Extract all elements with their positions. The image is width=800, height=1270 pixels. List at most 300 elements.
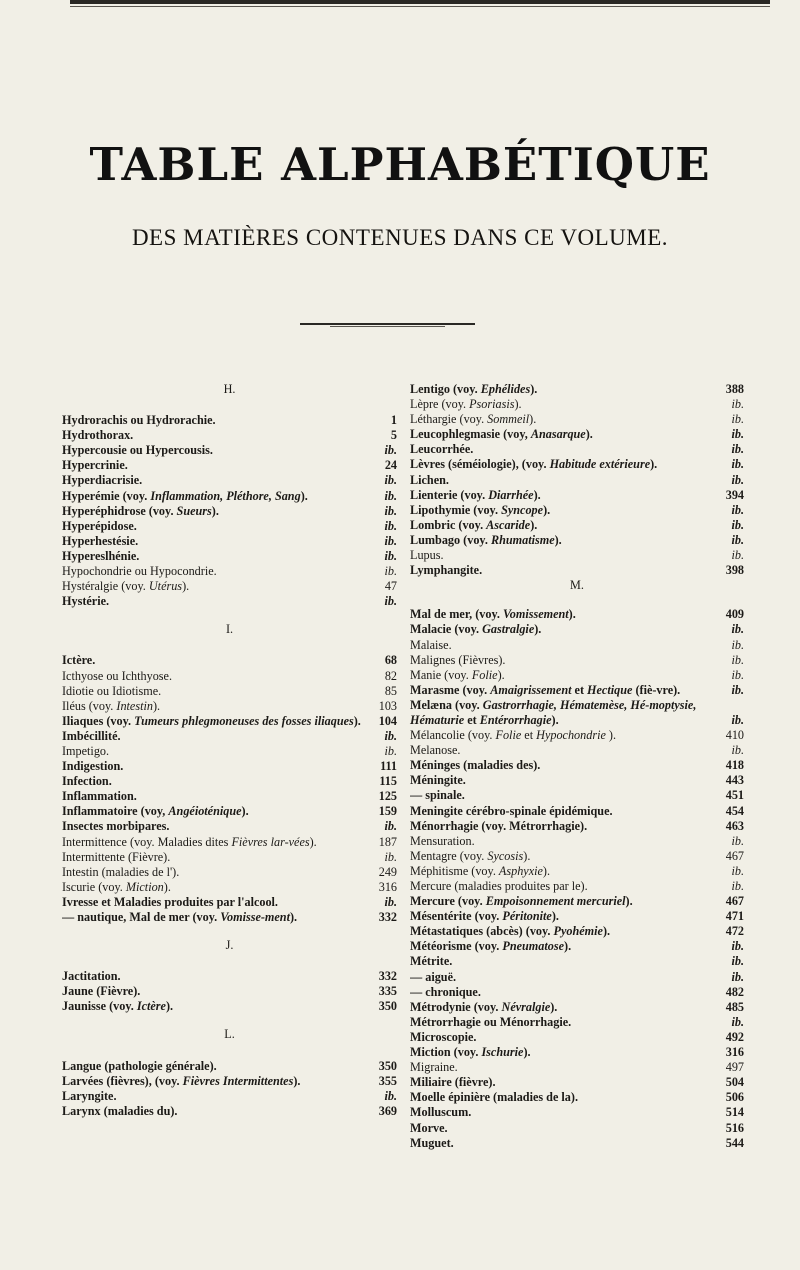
- entry-text: Méningite.: [410, 773, 466, 788]
- index-entry-text: [62, 910, 297, 925]
- index-entry: [62, 1074, 397, 1089]
- entry-post: ).: [533, 487, 541, 502]
- entry-text: Méninges (maladies des).: [410, 758, 541, 773]
- index-column-left: [62, 382, 397, 1119]
- page-number: 125: [378, 789, 397, 804]
- entry-pre: Iléus (voy.: [62, 698, 117, 713]
- entry-pre: Manie (voy.: [410, 667, 472, 682]
- index-entry: [62, 473, 397, 488]
- index-entry: [410, 1030, 744, 1045]
- index-entry-text: [410, 728, 616, 743]
- section-l-entries: [62, 1059, 397, 1119]
- entry-pre: Mentagre (voy.: [410, 848, 488, 863]
- entry-ital: Sueurs: [176, 503, 212, 518]
- page-number: ib.: [384, 533, 397, 548]
- index-entry: [62, 534, 397, 549]
- index-entry-text: [410, 442, 473, 457]
- page-number: ib.: [384, 443, 397, 458]
- entry-post: ).: [534, 622, 542, 637]
- index-entry-text: [410, 397, 522, 412]
- entry-ital: Ictère: [136, 999, 166, 1014]
- section-heading-m: M.: [570, 578, 584, 593]
- entry-post: ).: [353, 713, 361, 728]
- page-number: ib.: [731, 879, 744, 893]
- entry-text: Malaise.: [410, 637, 452, 652]
- page-number: ib.: [731, 548, 744, 563]
- page-number: ib.: [731, 1014, 744, 1029]
- page-number: 410: [725, 728, 744, 743]
- entry-ital: Tumeurs phlegmoneuses des fosses iliaques: [134, 713, 354, 728]
- index-entry: [410, 1000, 744, 1015]
- entry-text: Icthyose ou Ichthyose.: [62, 668, 172, 683]
- index-entry: [410, 1060, 744, 1075]
- entry-text: Métrorrhagie ou Ménorrhagie.: [410, 1014, 572, 1029]
- index-entry-text: [410, 1105, 471, 1120]
- index-entry-text: [410, 473, 449, 488]
- index-entry-text: [410, 864, 550, 879]
- index-entry: [410, 668, 744, 683]
- entry-post: ).: [165, 999, 174, 1014]
- page-number: ib.: [384, 894, 397, 909]
- index-entry: [410, 773, 744, 788]
- page-number: 398: [725, 563, 744, 578]
- page-number: 249: [378, 864, 397, 879]
- entry-text: Lichen.: [410, 472, 449, 487]
- index-entry-text: [410, 758, 540, 773]
- index-entry: [62, 1059, 397, 1074]
- index-entry: [410, 894, 744, 909]
- index-entry-text: [62, 804, 249, 819]
- index-entry-text: [410, 668, 505, 683]
- entry-pre: Métrodynie (voy.: [410, 999, 502, 1014]
- page-number: 159: [378, 804, 397, 819]
- entry-text: Inflammation.: [62, 789, 137, 804]
- page-number: ib.: [731, 969, 744, 984]
- entry-text: Malignes (Fièvres).: [410, 652, 506, 667]
- page-number: 409: [725, 607, 744, 622]
- index-entry: [410, 954, 744, 969]
- page-number: 5: [390, 428, 397, 443]
- entry-pre: Météorisme (voy.: [410, 939, 503, 954]
- entry-post: ).: [543, 502, 551, 517]
- entry-post: ).: [309, 834, 317, 849]
- page-number: ib.: [731, 427, 744, 442]
- index-entry: [410, 939, 744, 954]
- index-entry-text: [410, 834, 475, 849]
- entry-post: ).: [550, 999, 558, 1014]
- page-number: 467: [725, 894, 744, 909]
- index-entry-text: [62, 564, 217, 579]
- index-entry: [410, 924, 744, 939]
- page-number: ib.: [731, 667, 744, 682]
- index-entry-text: [410, 683, 680, 698]
- index-entry-text: [410, 1015, 571, 1030]
- entry-text: Hypereslhénie.: [62, 548, 140, 563]
- index-entry-text: [62, 1059, 217, 1074]
- entry-ital: Amaigrissement: [490, 682, 572, 697]
- entry-ital: Habitude extérieure: [549, 457, 651, 472]
- entry-text: Hypercrinie.: [62, 458, 128, 473]
- index-entry: [410, 607, 744, 622]
- page-number: ib.: [731, 652, 744, 667]
- entry-text: Lupus.: [410, 548, 444, 563]
- page-number: ib.: [731, 833, 744, 848]
- page-number: 492: [725, 1029, 744, 1044]
- page-number: 506: [725, 1090, 744, 1105]
- page-number: ib.: [731, 502, 744, 517]
- index-entry-text: [62, 473, 142, 488]
- page-number: 369: [378, 1103, 397, 1118]
- entry-text: Hydrorachis ou Hydrorachie.: [62, 413, 216, 428]
- page-number: ib.: [731, 743, 744, 758]
- index-entry: [410, 503, 744, 518]
- entry-text: Moelle épinière (maladies de la).: [410, 1090, 578, 1105]
- index-entry: [62, 519, 397, 534]
- index-entry: [62, 669, 397, 684]
- entry-text: — chronique.: [410, 984, 481, 999]
- entry-ital2: Hectique: [587, 682, 633, 697]
- entry-ital: Vomissement: [502, 607, 569, 622]
- entry-text: Ictère.: [62, 653, 96, 668]
- page-number: ib.: [731, 442, 744, 457]
- index-entry-text: [410, 488, 541, 503]
- entry-post: ).: [551, 712, 559, 727]
- divider-rule: [300, 323, 475, 325]
- page-number: ib.: [731, 517, 744, 532]
- page-number: ib.: [384, 564, 397, 579]
- entry-text: Laryngite.: [62, 1088, 117, 1103]
- index-entry: [62, 549, 397, 564]
- entry-pre: Lienterie (voy.: [410, 487, 489, 502]
- index-entry-text: [410, 894, 633, 909]
- entry-post: ).: [530, 382, 538, 396]
- entry-ital: Gastralgie: [482, 622, 535, 637]
- page-number: 454: [725, 803, 744, 818]
- page-number: 115: [379, 774, 397, 789]
- page-number: 316: [378, 879, 397, 894]
- entry-pre: Lèpre (voy.: [410, 397, 470, 412]
- entry-text: Infection.: [62, 774, 112, 789]
- index-entry: [62, 413, 397, 428]
- index-entry-text: [62, 835, 317, 850]
- entry-text: Microscopie.: [410, 1029, 477, 1044]
- page-number: 24: [384, 458, 397, 473]
- entry-pre: Malacie (voy.: [410, 622, 483, 637]
- entry-text: Molluscum.: [410, 1105, 472, 1120]
- index-entry-text: [62, 669, 172, 684]
- entry-text: Hystérie.: [62, 594, 110, 609]
- index-entry-text: [62, 653, 95, 668]
- page-number: ib.: [731, 622, 744, 637]
- index-entry: [410, 819, 744, 834]
- entry-pre: Hystéralgie (voy.: [62, 579, 149, 594]
- entry-pre: Marasme (voy.: [410, 682, 491, 697]
- page-number: ib.: [384, 743, 397, 758]
- top-rule-thin: [70, 6, 770, 7]
- entry-pre: Jaunisse (voy.: [62, 999, 137, 1014]
- index-entry: [410, 653, 744, 668]
- index-entry-text: [410, 638, 452, 653]
- entry-ital: Rhumatisme: [490, 532, 555, 547]
- section-heading-h: H.: [223, 382, 236, 396]
- page-number: ib.: [731, 863, 744, 878]
- entry-pre: Larvées (fièvres), (voy.: [62, 1073, 183, 1088]
- index-entry: [410, 683, 744, 698]
- entry-text: Muguet.: [410, 1135, 454, 1150]
- index-entry: [62, 684, 397, 699]
- index-entry-text: [410, 788, 465, 803]
- entry-ital: Sycosis: [487, 848, 524, 863]
- section-heading-i: I.: [225, 622, 234, 637]
- index-entry: [62, 999, 397, 1014]
- entry-ital: Diarrhée: [488, 487, 534, 502]
- index-entry-text: [62, 999, 173, 1014]
- index-entry: [62, 880, 397, 895]
- page-number: 394: [725, 487, 744, 502]
- index-entry: [62, 699, 397, 714]
- index-entry: [410, 427, 744, 442]
- entry-post: ).: [289, 910, 298, 924]
- index-entry: [62, 729, 397, 744]
- index-entry: [410, 563, 744, 578]
- entry-ital: Angéioténique: [168, 804, 242, 819]
- index-entry: [410, 488, 744, 503]
- entry-ital2: Entérorrhagie: [479, 712, 552, 727]
- index-entry-text: [410, 743, 460, 758]
- index-entry: [410, 909, 744, 924]
- index-entry-text: [62, 789, 137, 804]
- page-number: 104: [378, 713, 397, 728]
- index-entry-text: [410, 909, 559, 924]
- index-entry-text: [410, 985, 481, 1000]
- entry-pre: Leucophlegmasie (voy,: [410, 427, 531, 442]
- index-entry-text: [410, 970, 456, 985]
- index-entry: [62, 910, 397, 925]
- index-entry: [62, 1104, 397, 1119]
- index-entry: [410, 985, 744, 1000]
- entry-ital: Anasarque: [530, 427, 586, 442]
- entry-text: Imbécillité.: [62, 728, 121, 743]
- entry-ital: Miction: [125, 879, 164, 894]
- index-entry-text: [62, 1089, 117, 1104]
- index-entry: [62, 428, 397, 443]
- section-heading-l: L.: [224, 1027, 235, 1042]
- index-entry: [62, 443, 397, 458]
- entry-ital: Folie: [495, 728, 522, 743]
- page-number: ib.: [384, 518, 397, 533]
- page-number: ib.: [731, 682, 744, 697]
- index-entry-text: [410, 412, 536, 427]
- index-entry: [410, 1075, 744, 1090]
- entry-text: Lymphangite.: [410, 563, 483, 578]
- entry-ital2: Hypochondrie: [536, 728, 606, 743]
- entry-post: ).: [530, 517, 538, 532]
- entry-text: Mensuration.: [410, 833, 475, 848]
- page-number: 467: [725, 848, 744, 863]
- page-number: ib.: [384, 594, 397, 609]
- index-entry-text: [62, 579, 189, 594]
- section-m-entries: [410, 607, 744, 1150]
- index-entry: [410, 879, 744, 894]
- index-entry: [62, 594, 397, 609]
- page-number: 443: [725, 773, 744, 788]
- page-number: ib.: [384, 1088, 397, 1103]
- index-entry: [410, 622, 744, 637]
- index-entry: [410, 758, 744, 773]
- entry-post: ).: [152, 698, 161, 713]
- index-entry-text: [410, 879, 588, 894]
- page-number: 516: [725, 1120, 744, 1135]
- entry-text: Morve.: [410, 1120, 448, 1135]
- index-entry-text: [410, 1045, 531, 1060]
- index-entry-text: [410, 1000, 557, 1015]
- entry-ital: Ephélides: [480, 382, 531, 396]
- page-number: 350: [378, 1058, 397, 1073]
- entry-pre: Mercure (voy.: [410, 894, 486, 909]
- entry-text: Jaune (Fièvre).: [62, 984, 141, 999]
- entry-pre: Lentigo (voy.: [410, 382, 481, 396]
- entry-pre: Léthargie (voy.: [410, 412, 488, 427]
- index-entry: [62, 984, 397, 999]
- entry-text: Miliaire (fièvre).: [410, 1075, 496, 1090]
- page-number: 497: [725, 1060, 744, 1075]
- index-entry-text: [62, 458, 128, 473]
- index-entry-text: [62, 1104, 177, 1119]
- entry-ital: Fièvres lar-vées: [231, 834, 310, 849]
- index-entry: [410, 1136, 744, 1151]
- index-entry: [410, 970, 744, 985]
- entry-ital: Ascaride: [486, 517, 531, 532]
- index-entry: [410, 397, 744, 412]
- index-entry-text: [62, 489, 308, 504]
- entry-pre: Iscurie (voy.: [62, 879, 126, 894]
- index-entry: [410, 1105, 744, 1120]
- index-entry-text: [410, 819, 587, 834]
- index-entry-text: [62, 729, 121, 744]
- index-entry-text: [62, 744, 109, 759]
- page-number: ib.: [384, 728, 397, 743]
- index-entry-text: [62, 534, 138, 549]
- entry-post: ).: [602, 924, 611, 939]
- page-number: 68: [384, 653, 397, 668]
- index-entry-text: [62, 759, 123, 774]
- index-entry-text: [62, 880, 171, 895]
- page-number: ib.: [384, 548, 397, 563]
- index-entry: [62, 653, 397, 668]
- entry-text: Insectes morbipares.: [62, 819, 170, 834]
- index-entry-text: [410, 427, 593, 442]
- index-entry-text: [62, 895, 278, 910]
- page-number: 350: [378, 999, 397, 1014]
- index-entry: [62, 489, 397, 504]
- index-entry: [62, 850, 397, 865]
- index-entry: [62, 579, 397, 594]
- entry-text: Hyperdiacrisie.: [62, 473, 143, 488]
- index-entry: [62, 564, 397, 579]
- page-number: 82: [384, 668, 397, 683]
- index-entry: [62, 714, 397, 729]
- page-number: ib.: [731, 637, 744, 652]
- page-number: 103: [378, 698, 397, 713]
- entry-ital: Sommeil: [487, 412, 530, 427]
- index-entry: [410, 548, 744, 563]
- entry-post: ).: [605, 728, 617, 743]
- entry-mid: et: [571, 682, 588, 697]
- index-entry-text: [62, 819, 169, 834]
- index-entry-text: [62, 774, 112, 789]
- page-number: 316: [725, 1045, 744, 1060]
- entry-pre: Mélancolie (voy.: [410, 728, 496, 743]
- entry-post: ).: [564, 939, 572, 954]
- index-entry: [410, 638, 744, 653]
- index-entry-text: [410, 1030, 476, 1045]
- entry-ital: Utérus: [148, 579, 183, 594]
- entry-text: Hyperhestésie.: [62, 533, 139, 548]
- entry-text: Larynx (maladies du).: [62, 1103, 178, 1118]
- entry-ital: Inflammation, Pléthore, Sang: [150, 488, 301, 503]
- entry-pre: Lombric (voy.: [410, 517, 487, 532]
- index-entry: [62, 819, 397, 834]
- index-entry-text: [410, 382, 537, 397]
- entry-post: ).: [523, 848, 531, 863]
- page-number: 482: [725, 984, 744, 999]
- entry-pre: Miction (voy.: [410, 1045, 482, 1060]
- entry-post: ).: [241, 804, 249, 819]
- entry-post: ).: [211, 503, 219, 518]
- index-entry: [62, 789, 397, 804]
- entry-text: Meningite cérébro-spinale épidémique.: [410, 803, 613, 818]
- entry-pre: Hyperéphidrose (voy.: [62, 503, 177, 518]
- index-entry: [410, 728, 744, 743]
- page-number: 111: [380, 759, 397, 774]
- index-entry-text: [410, 1090, 578, 1105]
- page-number: 332: [378, 910, 397, 924]
- index-entry: [410, 788, 744, 803]
- entry-text: Migraine.: [410, 1060, 458, 1075]
- entry-post: ).: [529, 412, 537, 427]
- entry-mid: et: [464, 712, 480, 727]
- page-number: 85: [384, 683, 397, 698]
- index-entry-text: [410, 518, 537, 533]
- page-number: 485: [725, 999, 744, 1014]
- page-number: ib.: [731, 954, 744, 969]
- entry-ital: Psoriasis: [469, 397, 515, 412]
- entry-post: ).: [568, 607, 576, 622]
- index-entry-text: [410, 622, 541, 637]
- entry-post: ).: [585, 427, 593, 442]
- entry-text: Ménorrhagie (voy. Métrorrhagie).: [410, 818, 588, 833]
- page-number: 355: [378, 1073, 397, 1088]
- entry-ital: Fièvres Intermittentes: [182, 1073, 294, 1088]
- entry-pre: Mésentérite (voy.: [410, 909, 503, 924]
- index-entry: [410, 1090, 744, 1105]
- index-entry-text: [410, 924, 610, 939]
- entry-post: ).: [514, 397, 522, 412]
- index-entry: [410, 1121, 744, 1136]
- page-number: 1: [390, 413, 397, 428]
- page-title: TABLE ALPHABÉTIQUE: [89, 138, 711, 191]
- index-entry-text: [62, 699, 160, 714]
- page-number: ib.: [731, 472, 744, 487]
- page-number: ib.: [384, 473, 397, 488]
- entry-ital: Névralgie: [501, 999, 551, 1014]
- entry-pre: Iliaques (voy.: [62, 713, 135, 728]
- page-number: ib.: [731, 412, 744, 427]
- page-number: ib.: [731, 457, 744, 472]
- page-number: 388: [725, 382, 744, 396]
- entry-post: ).: [300, 488, 308, 503]
- page-number: 187: [378, 834, 397, 849]
